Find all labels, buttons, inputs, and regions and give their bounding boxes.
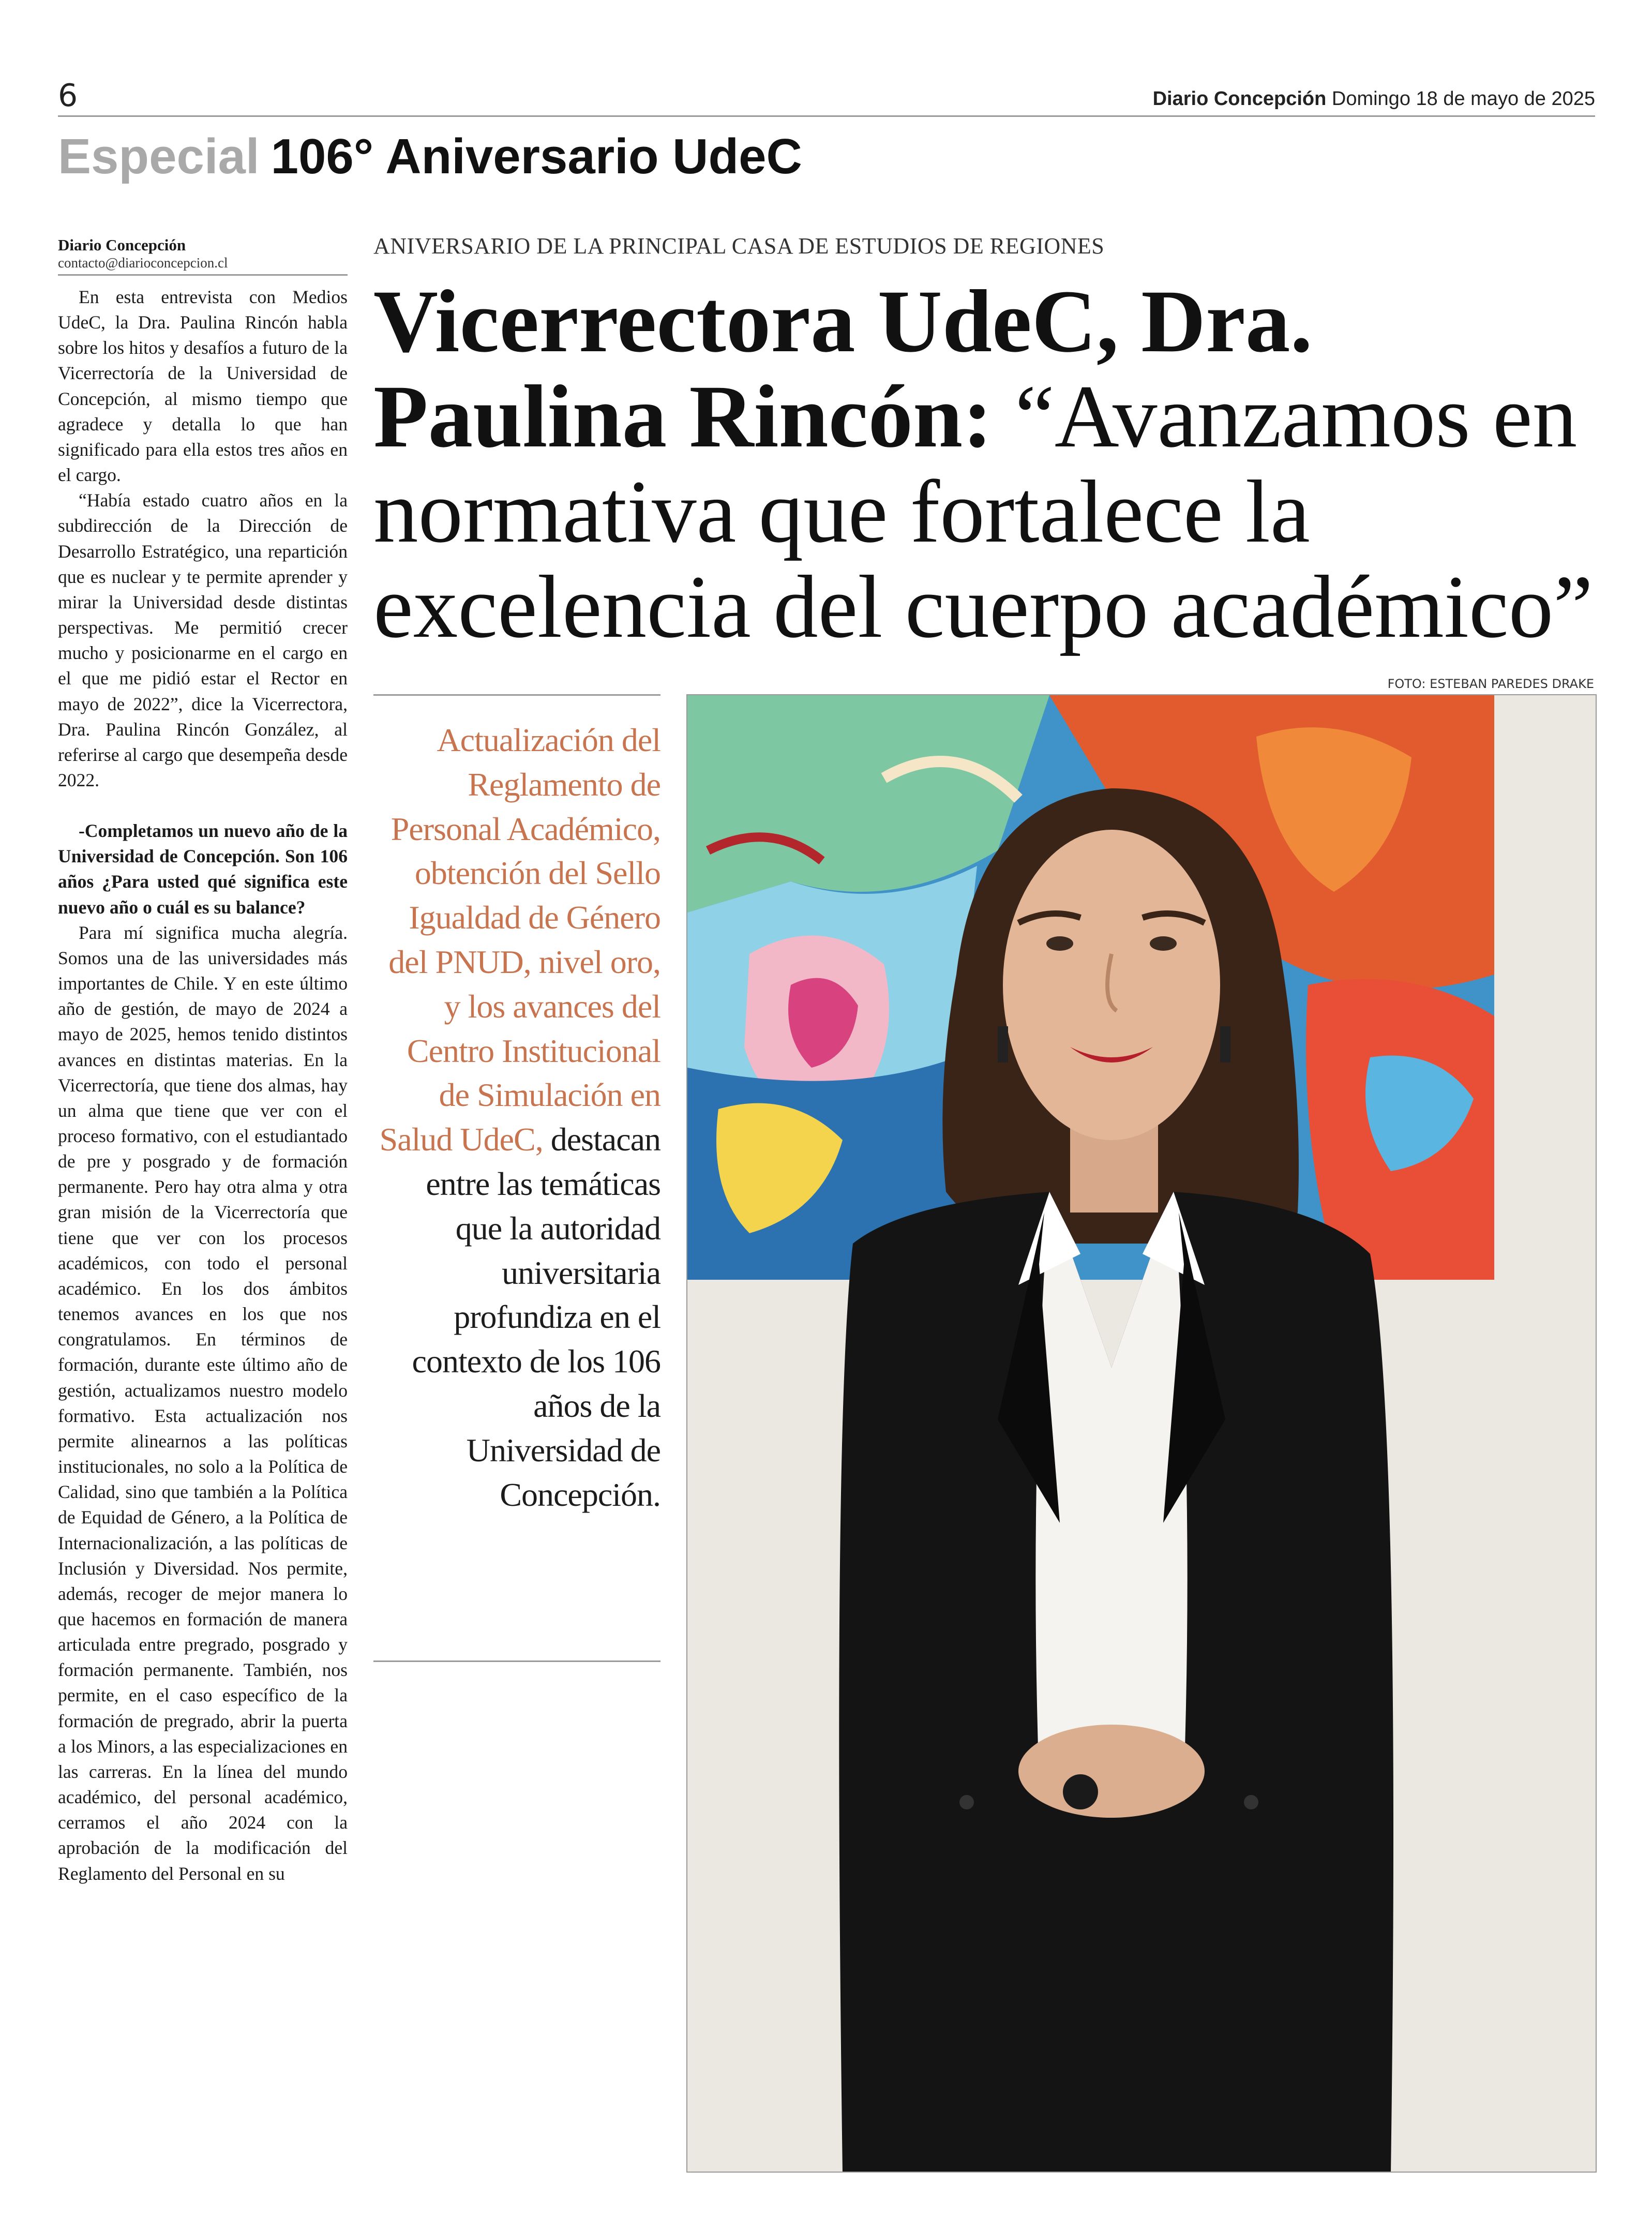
masthead (1153, 88, 1595, 110)
pull-quote-rule (373, 1660, 660, 1662)
byline-email: contacto@diarioconcepcion.cl (58, 255, 228, 271)
kicker: ANIVERSARIO DE LA PRINCIPAL CASA DE ESTUDIOS DE REGIONES (373, 233, 1105, 259)
portrait-photo (686, 694, 1597, 2173)
section-header (58, 128, 802, 185)
page-number: 6 (58, 78, 78, 114)
publication-date: Domingo 18 de mayo de 2025 (1331, 88, 1595, 110)
article-body (58, 285, 348, 2198)
section-title: 106° Aniversario UdeC (271, 129, 802, 184)
interview-question: -Completamos un nuevo año de la Universidad de Concepción. Son 106 años ¿Para usted qué significa este nuevo año o cuál es su balance? (58, 820, 348, 918)
headline-rule (373, 694, 660, 696)
interview-answer: Para mí significa mucha alegría. Somos una de las universidades más importantes de Chile. Y en este último año de gestión, de mayo de 2024 a mayo de 2025, hemos tenido distintos avances en distintas materias. En la Vicerrectoría, que tiene dos almas, hay un alma que tiene que ver con el proceso formativo, con el estudiantado de pre y posgrado y de formación permanente. Pero hay otra alma y otra gran misión de la Vicerrectoría que tiene que ver con los procesos académicos, con todo el personal académico. En los dos ámbitos tenemos avances en los que nos congratulamos. En términos de formación, durante este último año de gestión, actualizamos nuestro modelo formativo. Esta actualización nos permite alinearnos a las políticas institucionales, no solo a la Política de Calidad, sino que también a la Política de Equidad de Género, a la Política de Internacionalización, a las políticas de Inclusión y Diversidad. Nos permite, además, recoger de mejor manera lo que hacemos en formación de manera articulada entre pregrado, posgrado y formación permanente. También, nos permite, en el caso específico de la formación de pregrado, abrir la puerta a los Minors, a las especializaciones en las carreras. En la línea del mundo académico, del personal académico, cerramos el año 2024 con la aprobación de la modificación del Reglamento del Personal en su (58, 922, 348, 1884)
photo-credit: FOTO: ESTEBAN PAREDES DRAKE (1387, 677, 1594, 691)
paragraph-2: “Había estado cuatro años en la subdirección de la Dirección de Desarrollo Estratégico, una repartición que es nuclear y te permite aprender y mirar la Universidad desde distintas perspectivas. Me permitió crecer mucho y posicionarme en el cargo en el que me pidió estar el Rector en mayo de 2022”, dice la Vicerrectora, Dra. Paulina Rincón González, al referirse al cargo que desempeña desde 2022. (58, 490, 348, 790)
header-rule (58, 115, 1595, 117)
section-label: Especial (58, 129, 260, 184)
pull-quote (373, 718, 660, 1517)
byline-name: Diario Concepción (58, 236, 186, 254)
paragraph-1: En esta entrevista con Medios UdeC, la Dra. Paulina Rincón habla sobre los hitos y desafíos a futuro de la Vicerrectoría de la Universidad de Concepción, al mismo tiempo que agradece y detalla lo que han significado para ella estos tres años en el cargo. (58, 287, 348, 486)
headline-quote: “Avanzamos en normativa que fortalece la excelencia del cuerpo académico” (373, 367, 1593, 656)
portrait-illustration (687, 695, 1597, 2173)
pull-quote-accent: Actualización del Reglamento de Personal Académico, obtención del Sello Igualdad de Género del PNUD, nivel oro, y los avances del Centro Institucional de Simulación en Salud UdeC, (379, 722, 660, 1158)
pull-quote-rest: destacan entre las temáticas que la autoridad universitaria profundiza en el contexto de los 106 años de la Universidad de Concepción. (412, 1121, 660, 1513)
publication-name: Diario Concepción (1152, 88, 1327, 110)
headline-bold: Vicerrectora UdeC, Dra. Paulina Rincón: (373, 272, 1313, 466)
headline (373, 274, 1604, 655)
byline (58, 236, 348, 276)
